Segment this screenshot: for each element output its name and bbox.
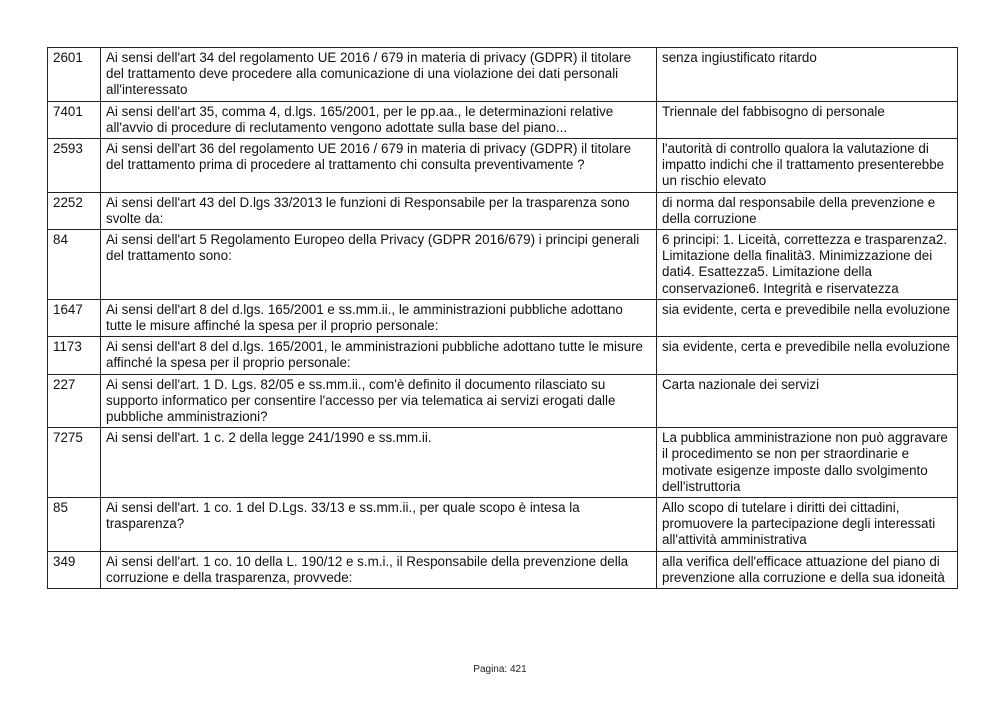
answer-text: Carta nazionale dei servizi — [657, 374, 958, 428]
question-text: Ai sensi dell'art 8 del d.lgs. 165/2001, le amministrazioni pubbliche adottano tutte le misure affinché la spesa per il proprio personale: — [101, 337, 657, 374]
question-text: Ai sensi dell'art 34 del regolamento UE 2016 / 679 in materia di privacy (GDPR) il titolare del trattamento deve procedere alla comunicazione di una violazione dei dati personali all'interessato — [101, 48, 657, 102]
answer-text: l'autorità di controllo qualora la valutazione di impatto indichi che il trattamento presenterebbe un rischio elevato — [657, 139, 958, 193]
table-row — [48, 498, 958, 552]
answer-text: sia evidente, certa e prevedibile nella evoluzione — [657, 337, 958, 374]
question-text: Ai sensi dell'art. 1 co. 10 della L. 190/12 e s.m.i., il Responsabile della prevenzione della corruzione e della trasparenza, provvede: — [101, 551, 657, 588]
question-text: Ai sensi dell'art 5 Regolamento Europeo della Privacy (GDPR 2016/679) i principi generali del trattamento sono: — [101, 230, 657, 300]
answer-text: sia evidente, certa e prevedibile nella evoluzione — [657, 299, 958, 336]
table-row — [48, 230, 958, 300]
question-text: Ai sensi dell'art 35, comma 4, d.lgs. 165/2001, per le pp.aa., le determinazioni relative all'avvio di procedure di reclutamento vengono adottate sulla base del piano... — [101, 101, 657, 138]
question-id: 7401 — [48, 101, 101, 138]
question-id: 349 — [48, 551, 101, 588]
question-id: 2252 — [48, 192, 101, 229]
question-id: 84 — [48, 230, 101, 300]
questions-table — [47, 47, 958, 589]
question-id: 2593 — [48, 139, 101, 193]
answer-text: senza ingiustificato ritardo — [657, 48, 958, 102]
question-id: 1647 — [48, 299, 101, 336]
question-id: 227 — [48, 374, 101, 428]
question-id: 85 — [48, 498, 101, 552]
question-id: 1173 — [48, 337, 101, 374]
table-row — [48, 551, 958, 588]
answer-text: Allo scopo di tutelare i diritti dei cittadini, promuovere la partecipazione degli interessati all'attività amministrativa — [657, 498, 958, 552]
answer-text: alla verifica dell'efficace attuazione del piano di prevenzione alla corruzione e della sua idoneità — [657, 551, 958, 588]
answer-text: Triennale del fabbisogno di personale — [657, 101, 958, 138]
question-text: Ai sensi dell'art. 1 co. 1 del D.Lgs. 33/13 e ss.mm.ii., per quale scopo è intesa la trasparenza? — [101, 498, 657, 552]
answer-text: 6 principi: 1. Liceità, correttezza e trasparenza2. Limitazione della finalità3. Minimizzazione dei dati4. Esattezza5. Limitazione della conservazione6. Integrità e riservatezza — [657, 230, 958, 300]
answer-text: La pubblica amministrazione non può aggravare il procedimento se non per straordinarie e motivate esigenze imposte dallo svolgimento dell'istruttoria — [657, 428, 958, 498]
question-id: 2601 — [48, 48, 101, 102]
table-row — [48, 48, 958, 102]
table-row — [48, 299, 958, 336]
table-row — [48, 101, 958, 138]
answer-text: di norma dal responsabile della prevenzione e della corruzione — [657, 192, 958, 229]
page-number: Pagina: 421 — [473, 664, 527, 675]
table-row — [48, 139, 958, 193]
question-id: 7275 — [48, 428, 101, 498]
table-row — [48, 374, 958, 428]
question-text: Ai sensi dell'art. 1 c. 2 della legge 241/1990 e ss.mm.ii. — [101, 428, 657, 498]
question-text: Ai sensi dell'art. 1 D. Lgs. 82/05 e ss.mm.ii., com'è definito il documento rilasciato su supporto informatico per consentire l'accesso per via telematica ai servizi erogati dalle pubbliche amministrazioni? — [101, 374, 657, 428]
question-text: Ai sensi dell'art 43 del D.lgs 33/2013 le funzioni di Responsabile per la trasparenza sono svolte da: — [101, 192, 657, 229]
table-row — [48, 192, 958, 229]
question-text: Ai sensi dell'art 8 del d.lgs. 165/2001 e ss.mm.ii., le amministrazioni pubbliche adottano tutte le misure affinché la spesa per il proprio personale: — [101, 299, 657, 336]
table-row — [48, 428, 958, 498]
question-text: Ai sensi dell'art 36 del regolamento UE 2016 / 679 in materia di privacy (GDPR) il titolare del trattamento prima di procedere al trattamento chi consulta preventivamente ? — [101, 139, 657, 193]
table-row — [48, 337, 958, 374]
